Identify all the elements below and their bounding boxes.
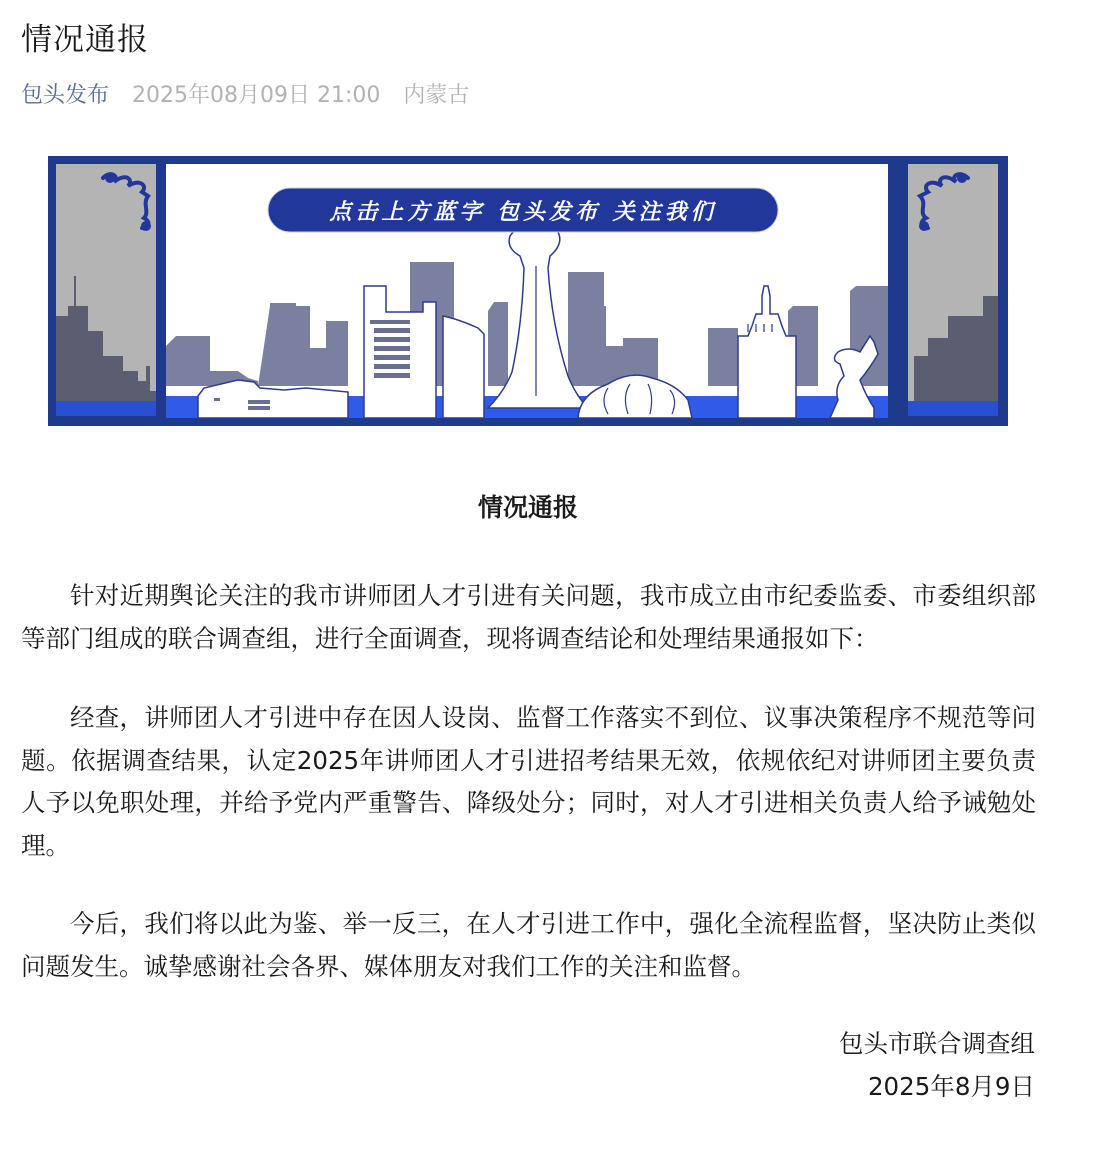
- article-title: 情况通报: [21, 22, 149, 58]
- body-paragraph-1: 针对近期舆论关注的我市讲师团人才引进有关问题，我市成立由市纪委监委、市委组织部等部门组成的联合调查组，进行全面调查，现将调查结论和处理结果通报如下：: [21, 581, 1036, 653]
- article-meta: [21, 78, 469, 109]
- publish-location: 内蒙古: [403, 83, 470, 108]
- banner-slogan: 点击上方蓝字 包头发布 关注我们: [329, 198, 717, 225]
- signature-date: 2025年8月9日: [867, 1072, 1035, 1101]
- body-paragraph-3: 今后，我们将以此为鉴、举一反三，在人才引进工作中，强化全流程监督，坚决防止类似问题发生。诚挚感谢社会各界、媒体朋友对我们工作的关注和监督。: [21, 909, 1036, 981]
- account-name-link[interactable]: 包头发布: [21, 83, 110, 108]
- publish-date: 2025年08月09日 21:00: [132, 83, 381, 108]
- header-banner-image: [48, 156, 1008, 426]
- body-paragraph-2: 经查，讲师团人才引进中存在因人设岗、监督工作落实不到位、议事决策程序不规范等问题。依据调查结果，认定2025年讲师团人才引进招考结果无效，依规依纪对讲师团主要负责人予以免职处理，并给予党内严重警告、降级处分；同时，对人才引进相关负责人给予诫勉处理。: [21, 703, 1036, 860]
- signature-organization: 包头市联合调查组: [839, 1029, 1035, 1058]
- notice-heading: 情况通报: [477, 493, 578, 522]
